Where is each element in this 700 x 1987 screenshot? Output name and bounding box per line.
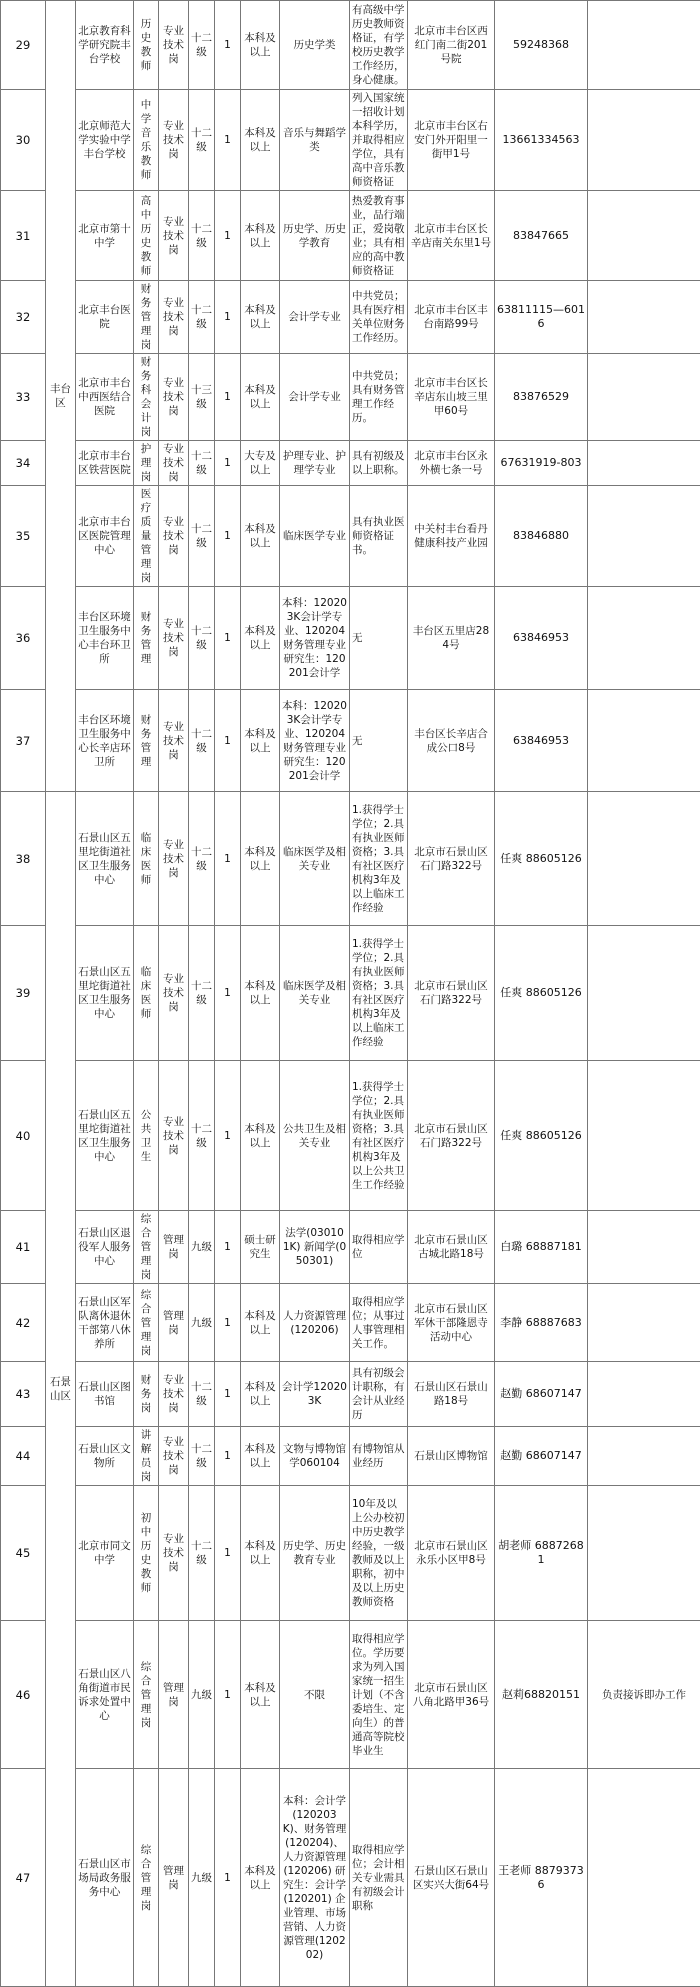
- cell-note: [588, 1769, 700, 1987]
- cell-note: [588, 1427, 700, 1486]
- table-row: [1, 1621, 700, 1769]
- cell-note: [588, 926, 700, 1061]
- cell-post-name: 医疗质量管理岗: [134, 486, 159, 587]
- cell-other: 列入国家统一招收计划本科学历，并取得相应学位，具有高中音乐教师资格证: [350, 90, 408, 191]
- cell-unit: 石景山区文物所: [76, 1427, 134, 1486]
- cell-phone: 13661334563: [495, 90, 588, 191]
- cell-count: 1: [215, 1284, 241, 1362]
- cell-address: 北京市石景山区永乐小区甲8号: [408, 1486, 495, 1621]
- cell-address: 北京市丰台区长辛店东山坡三里甲60号: [408, 354, 495, 441]
- cell-address: 北京市丰台区西红门南二街201号院: [408, 1, 495, 90]
- cell-edu: 本科及以上: [241, 486, 280, 587]
- cell-count: 1: [215, 1427, 241, 1486]
- cell-count: 1: [215, 792, 241, 926]
- cell-phone: 白璐 68887181: [495, 1211, 588, 1284]
- cell-address: 北京市石景山区古城北路18号: [408, 1211, 495, 1284]
- cell-no: 42: [1, 1284, 46, 1362]
- cell-major: 公共卫生及相关专业: [280, 1061, 350, 1211]
- cell-post-name: 综合管理岗: [134, 1211, 159, 1284]
- cell-post-type: 专业技术岗: [159, 281, 189, 354]
- cell-no: 34: [1, 441, 46, 486]
- cell-phone: 胡老师 68872681: [495, 1486, 588, 1621]
- cell-edu: 本科及以上: [241, 587, 280, 690]
- cell-unit: 北京市同文中学: [76, 1486, 134, 1621]
- cell-count: 1: [215, 191, 241, 281]
- cell-district: 丰台区: [46, 1, 76, 792]
- cell-post-type: 专业技术岗: [159, 191, 189, 281]
- cell-note: [588, 690, 700, 792]
- cell-no: 36: [1, 587, 46, 690]
- cell-post-type: 专业技术岗: [159, 1486, 189, 1621]
- cell-no: 39: [1, 926, 46, 1061]
- cell-no: 47: [1, 1769, 46, 1987]
- cell-count: 1: [215, 1211, 241, 1284]
- cell-major: 本科：120203K会计学专业、120204财务管理专业 研究生：120201会计学: [280, 587, 350, 690]
- cell-post-type: 专业技术岗: [159, 90, 189, 191]
- cell-post-name: 初中历史教师: [134, 1486, 159, 1621]
- cell-post-type: 专业技术岗: [159, 441, 189, 486]
- table-row: [1, 1061, 700, 1211]
- cell-level: 十三级: [189, 354, 215, 441]
- cell-level: 九级: [189, 1284, 215, 1362]
- cell-address: 丰台区长辛店合成公口8号: [408, 690, 495, 792]
- cell-note: 负责接诉即办工作: [588, 1621, 700, 1769]
- cell-post-name: 综合管理岗: [134, 1769, 159, 1987]
- cell-count: 1: [215, 441, 241, 486]
- cell-major: 本科：会计学(120203K)、财务管理(120204)、人力资源管理(120206) 研究生：会计学(120201) 企业管理、市场营销、人力资源管理(120202): [280, 1769, 350, 1987]
- cell-post-type: 专业技术岗: [159, 587, 189, 690]
- cell-major: 不限: [280, 1621, 350, 1769]
- cell-no: 33: [1, 354, 46, 441]
- cell-other: 1.获得学士学位；2.具有执业医师资格；3.具有社区医疗机构3年及以上公共卫生工作经验: [350, 1061, 408, 1211]
- cell-count: 1: [215, 690, 241, 792]
- cell-address: 北京市丰台区右安门外开阳里一街甲1号: [408, 90, 495, 191]
- cell-no: 32: [1, 281, 46, 354]
- cell-post-name: 财务管理: [134, 587, 159, 690]
- cell-major: 会计学120203K: [280, 1362, 350, 1427]
- cell-level: 十二级: [189, 1427, 215, 1486]
- cell-edu: 本科及以上: [241, 926, 280, 1061]
- cell-major: 历史学、历史学教育: [280, 191, 350, 281]
- cell-no: 30: [1, 90, 46, 191]
- cell-major: 临床医学及相关专业: [280, 926, 350, 1061]
- cell-address: 石景山区石景山区实兴大街64号: [408, 1769, 495, 1987]
- cell-count: 1: [215, 281, 241, 354]
- cell-count: 1: [215, 354, 241, 441]
- cell-edu: 本科及以上: [241, 1284, 280, 1362]
- cell-other: 取得相应学位；从事过人事管理相关工作。: [350, 1284, 408, 1362]
- cell-edu: 本科及以上: [241, 690, 280, 792]
- cell-post-name: 临床医师: [134, 792, 159, 926]
- cell-edu: 本科及以上: [241, 191, 280, 281]
- cell-level: 十二级: [189, 690, 215, 792]
- cell-post-name: 综合管理岗: [134, 1621, 159, 1769]
- cell-note: [588, 354, 700, 441]
- cell-count: 1: [215, 1769, 241, 1987]
- cell-no: 43: [1, 1362, 46, 1427]
- cell-count: 1: [215, 1, 241, 90]
- cell-edu: 本科及以上: [241, 354, 280, 441]
- cell-unit: 石景山区八角街道市民诉求处置中心: [76, 1621, 134, 1769]
- table-row: [1, 1362, 700, 1427]
- cell-other: 1.获得学士学位；2.具有执业医师资格；3.具有社区医疗机构3年及以上临床工作经验: [350, 926, 408, 1061]
- cell-unit: 北京市丰台区铁营医院: [76, 441, 134, 486]
- cell-level: 十二级: [189, 1362, 215, 1427]
- cell-note: [588, 486, 700, 587]
- cell-level: 九级: [189, 1621, 215, 1769]
- cell-note: [588, 1211, 700, 1284]
- cell-no: 35: [1, 486, 46, 587]
- cell-count: 1: [215, 926, 241, 1061]
- cell-address: 北京市石景山区石门路322号: [408, 792, 495, 926]
- cell-major: 护理专业、护理学专业: [280, 441, 350, 486]
- cell-unit: 石景山区军队离休退休干部第八休养所: [76, 1284, 134, 1362]
- cell-level: 十二级: [189, 1486, 215, 1621]
- cell-major: 音乐与舞蹈学类: [280, 90, 350, 191]
- cell-address: 北京市石景山区军休干部隆恩寺活动中心: [408, 1284, 495, 1362]
- cell-count: 1: [215, 1362, 241, 1427]
- cell-other: 热爱教育事业，品行端正，爱岗敬业；具有相应的高中教师资格证: [350, 191, 408, 281]
- table-row: [1, 1486, 700, 1621]
- cell-address: 丰台区五里店284号: [408, 587, 495, 690]
- cell-edu: 本科及以上: [241, 1486, 280, 1621]
- cell-no: 41: [1, 1211, 46, 1284]
- cell-post-type: 专业技术岗: [159, 1, 189, 90]
- table-row: [1, 792, 700, 926]
- cell-other: 有高级中学历史教师资格证，有学校历史教学工作经历，身心健康。: [350, 1, 408, 90]
- cell-unit: 石景山区市场局政务服务中心: [76, 1769, 134, 1987]
- cell-note: [588, 792, 700, 926]
- cell-unit: 石景山区退役军人服务中心: [76, 1211, 134, 1284]
- cell-unit: 北京市丰台中西医结合医院: [76, 354, 134, 441]
- cell-edu: 硕士研究生: [241, 1211, 280, 1284]
- cell-edu: 本科及以上: [241, 1427, 280, 1486]
- cell-major: 本科：120203K会计学专业、120204财务管理专业 研究生：120201会计学: [280, 690, 350, 792]
- cell-address: 北京市丰台区长辛店南关东里1号: [408, 191, 495, 281]
- cell-address: 北京市石景山区石门路322号: [408, 926, 495, 1061]
- cell-other: 中共党员；具有财务管理工作经历。: [350, 354, 408, 441]
- cell-unit: 丰台区环境卫生服务中心丰台环卫所: [76, 587, 134, 690]
- cell-major: 临床医学专业: [280, 486, 350, 587]
- cell-note: [588, 191, 700, 281]
- cell-phone: 83846880: [495, 486, 588, 587]
- cell-level: 十二级: [189, 926, 215, 1061]
- cell-level: 九级: [189, 1769, 215, 1987]
- cell-phone: 83876529: [495, 354, 588, 441]
- cell-edu: 大专及以上: [241, 441, 280, 486]
- cell-phone: 赵勤 68607147: [495, 1427, 588, 1486]
- cell-address: 中关村丰台看丹健康科技产业园: [408, 486, 495, 587]
- cell-count: 1: [215, 1486, 241, 1621]
- cell-level: 十二级: [189, 281, 215, 354]
- cell-major: 会计学专业: [280, 281, 350, 354]
- cell-level: 十二级: [189, 1, 215, 90]
- cell-other: 无: [350, 587, 408, 690]
- cell-post-name: 公共卫生: [134, 1061, 159, 1211]
- cell-post-type: 专业技术岗: [159, 486, 189, 587]
- table-row: [1, 354, 700, 441]
- cell-edu: 本科及以上: [241, 1621, 280, 1769]
- cell-unit: 北京市第十中学: [76, 191, 134, 281]
- cell-unit: 石景山区五里坨街道社区卫生服务中心: [76, 792, 134, 926]
- cell-post-type: 管理岗: [159, 1211, 189, 1284]
- cell-phone: 赵勤 68607147: [495, 1362, 588, 1427]
- cell-post-type: 管理岗: [159, 1769, 189, 1987]
- cell-post-type: 专业技术岗: [159, 1427, 189, 1486]
- cell-unit: 石景山区五里坨街道社区卫生服务中心: [76, 926, 134, 1061]
- cell-other: 具有执业医师资格证书。: [350, 486, 408, 587]
- cell-post-type: 专业技术岗: [159, 1362, 189, 1427]
- cell-major: 会计学专业: [280, 354, 350, 441]
- cell-note: [588, 90, 700, 191]
- cell-other: 无: [350, 690, 408, 792]
- cell-phone: 赵莉68820151: [495, 1621, 588, 1769]
- cell-unit: 北京师范大学实验中学丰台学校: [76, 90, 134, 191]
- cell-no: 44: [1, 1427, 46, 1486]
- table-row: [1, 90, 700, 191]
- table-row: [1, 1284, 700, 1362]
- cell-phone: 67631919-803: [495, 441, 588, 486]
- cell-address: 北京市石景山区石门路322号: [408, 1061, 495, 1211]
- cell-unit: 石景山区图书馆: [76, 1362, 134, 1427]
- cell-post-name: 讲解员岗: [134, 1427, 159, 1486]
- cell-no: 46: [1, 1621, 46, 1769]
- cell-address: 北京市石景山区八角北路甲36号: [408, 1621, 495, 1769]
- cell-post-type: 专业技术岗: [159, 690, 189, 792]
- cell-major: 人力资源管理(120206): [280, 1284, 350, 1362]
- cell-phone: 63811115—6016: [495, 281, 588, 354]
- table-row: [1, 1769, 700, 1987]
- cell-level: 十二级: [189, 191, 215, 281]
- cell-no: 29: [1, 1, 46, 90]
- cell-major: 文物与博物馆学060104: [280, 1427, 350, 1486]
- cell-edu: 本科及以上: [241, 90, 280, 191]
- cell-note: [588, 1061, 700, 1211]
- cell-post-type: 管理岗: [159, 1284, 189, 1362]
- cell-major: 临床医学及相关专业: [280, 792, 350, 926]
- cell-note: [588, 1486, 700, 1621]
- cell-unit: 丰台区环境卫生服务中心长辛店环卫所: [76, 690, 134, 792]
- cell-no: 45: [1, 1486, 46, 1621]
- cell-count: 1: [215, 1621, 241, 1769]
- cell-post-name: 历史教师: [134, 1, 159, 90]
- cell-note: [588, 281, 700, 354]
- cell-post-name: 中学音乐教师: [134, 90, 159, 191]
- cell-post-type: 专业技术岗: [159, 354, 189, 441]
- cell-phone: 王老师 88793736: [495, 1769, 588, 1987]
- cell-edu: 本科及以上: [241, 1362, 280, 1427]
- table-row: [1, 587, 700, 690]
- cell-no: 37: [1, 690, 46, 792]
- cell-address: 石景山区石景山路18号: [408, 1362, 495, 1427]
- cell-major: 历史学、历史教育专业: [280, 1486, 350, 1621]
- cell-phone: 63846953: [495, 690, 588, 792]
- cell-post-type: 专业技术岗: [159, 1061, 189, 1211]
- cell-unit: 北京市丰台区医院管理中心: [76, 486, 134, 587]
- cell-other: 有博物馆从业经历: [350, 1427, 408, 1486]
- cell-note: [588, 1, 700, 90]
- cell-level: 十二级: [189, 90, 215, 191]
- table-row: [1, 1427, 700, 1486]
- cell-address: 北京市丰台区永外横七条一号: [408, 441, 495, 486]
- cell-level: 十二级: [189, 486, 215, 587]
- cell-count: 1: [215, 486, 241, 587]
- cell-phone: 任爽 88605126: [495, 792, 588, 926]
- cell-edu: 本科及以上: [241, 1061, 280, 1211]
- cell-phone: 李静 68887683: [495, 1284, 588, 1362]
- cell-edu: 本科及以上: [241, 1, 280, 90]
- cell-major: 法学(030101K) 新闻学(050301): [280, 1211, 350, 1284]
- cell-address: 北京市丰台区丰台南路99号: [408, 281, 495, 354]
- cell-no: 38: [1, 792, 46, 926]
- cell-unit: 石景山区五里坨街道社区卫生服务中心: [76, 1061, 134, 1211]
- table-row: [1, 926, 700, 1061]
- cell-other: 10年及以上公办校初中历史教学经验，一级教师及以上职称，初中及以上历史教师资格: [350, 1486, 408, 1621]
- cell-note: [588, 441, 700, 486]
- cell-other: 取得相应学位: [350, 1211, 408, 1284]
- cell-phone: 任爽 88605126: [495, 1061, 588, 1211]
- table-row: [1, 441, 700, 486]
- cell-level: 九级: [189, 1211, 215, 1284]
- cell-other: 取得相应学位。学历要求为列入国家统一招生计划（不含委培生、定向生）的普通高等院校毕业生: [350, 1621, 408, 1769]
- cell-post-type: 专业技术岗: [159, 792, 189, 926]
- cell-unit: 北京教育科学研究院丰台学校: [76, 1, 134, 90]
- cell-unit: 北京丰台医院: [76, 281, 134, 354]
- cell-level: 十二级: [189, 1061, 215, 1211]
- cell-note: [588, 1284, 700, 1362]
- cell-no: 40: [1, 1061, 46, 1211]
- cell-major: 历史学类: [280, 1, 350, 90]
- cell-other: 取得相应学位；会计相关专业需具有初级会计职称: [350, 1769, 408, 1987]
- table-row: [1, 486, 700, 587]
- cell-phone: 83847665: [495, 191, 588, 281]
- table-row: [1, 1, 700, 90]
- cell-post-name: 财务科会计岗: [134, 354, 159, 441]
- cell-count: 1: [215, 587, 241, 690]
- cell-post-name: 财务管理: [134, 690, 159, 792]
- cell-post-name: 财务管理岗: [134, 281, 159, 354]
- cell-other: 具有初级及以上职称。: [350, 441, 408, 486]
- cell-post-name: 临床医师: [134, 926, 159, 1061]
- cell-edu: 本科及以上: [241, 1769, 280, 1987]
- cell-phone: 任爽 88605126: [495, 926, 588, 1061]
- cell-count: 1: [215, 1061, 241, 1211]
- cell-level: 十二级: [189, 792, 215, 926]
- cell-post-name: 综合管理岗: [134, 1284, 159, 1362]
- cell-level: 十二级: [189, 587, 215, 690]
- cell-phone: 63846953: [495, 587, 588, 690]
- cell-note: [588, 1362, 700, 1427]
- cell-edu: 本科及以上: [241, 792, 280, 926]
- cell-edu: 本科及以上: [241, 281, 280, 354]
- table-row: [1, 1211, 700, 1284]
- cell-district: 石景山区: [46, 792, 76, 1987]
- cell-note: [588, 587, 700, 690]
- table-row: [1, 281, 700, 354]
- cell-count: 1: [215, 90, 241, 191]
- cell-address: 石景山区博物馆: [408, 1427, 495, 1486]
- cell-post-name: 高中历史教师: [134, 191, 159, 281]
- table-row: [1, 690, 700, 792]
- cell-post-type: 管理岗: [159, 1621, 189, 1769]
- cell-post-type: 专业技术岗: [159, 926, 189, 1061]
- cell-phone: 59248368: [495, 1, 588, 90]
- cell-other: 1.获得学士学位；2.具有执业医师资格；3.具有社区医疗机构3年及以上临床工作经验: [350, 792, 408, 926]
- cell-other: 中共党员；具有医疗相关单位财务工作经历。: [350, 281, 408, 354]
- cell-no: 31: [1, 191, 46, 281]
- cell-other: 具有初级会计职称，有会计从业经历: [350, 1362, 408, 1427]
- cell-post-name: 财务岗: [134, 1362, 159, 1427]
- table-row: [1, 191, 700, 281]
- cell-post-name: 护理岗: [134, 441, 159, 486]
- cell-level: 十二级: [189, 441, 215, 486]
